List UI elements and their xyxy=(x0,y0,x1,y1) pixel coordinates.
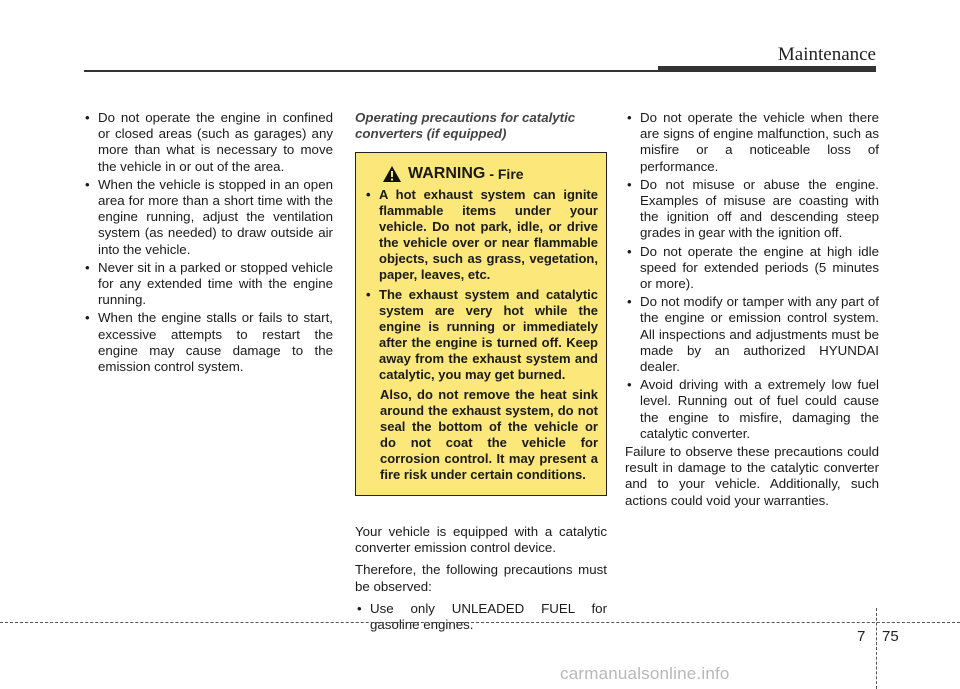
warning-extra-text: Also, do not remove the heat sink around the exhaust system, do not seal the bottom of the vehicle or do not coat the vehicle for corrosion control. It may present a fire risk under certain conditions. xyxy=(380,387,598,482)
warning-header xyxy=(382,165,598,183)
warning-label: WARNING xyxy=(408,164,486,182)
paragraph: Therefore, the following precautions must be observed: xyxy=(355,562,607,594)
middle-column xyxy=(355,110,607,635)
section-heading: Operating precautions for catalytic converters (if equipped) xyxy=(355,110,576,141)
chapter-number: 7 xyxy=(857,628,866,645)
paragraph: Your vehicle is equipped with a catalytic converter emission control device. xyxy=(355,524,607,556)
list-item: • A hot exhaust system can ignite flammable items under your vehicle. Do not park, idle, or drive the vehicle over or near flammable objects, such as grass, vegetation, paper, leaves, etc. xyxy=(364,187,598,283)
footer-rule xyxy=(0,622,960,623)
list-item: • When the vehicle is stopped in an open area for more than a short time with the engine running, adjust the ventilation system (as needed) to draw outside air into the vehicle. xyxy=(83,177,333,258)
left-column xyxy=(83,110,333,377)
list-item: • Use only UNLEADED FUEL for gasoline engines. xyxy=(355,601,607,633)
page-section-title: Maintenance xyxy=(777,44,876,65)
middle-bullet-list xyxy=(355,601,607,633)
right-bullet-list xyxy=(625,110,879,442)
left-bullet-list xyxy=(83,110,333,375)
list-item: • Do not operate the vehicle when there are signs of engine malfunction, such as misfire or a noticeable loss of performance. xyxy=(625,110,879,175)
list-item: • The exhaust system and catalytic system are very hot while the engine is running or immediately after the engine is turned off. Keep away from the exhaust system and catalytic, you may get burned. xyxy=(364,287,598,383)
header-rule xyxy=(84,70,658,72)
paragraph: Failure to observe these precautions could result in damage to the catalytic converter and to your vehicle. Additionally, such actions could void your warranties. xyxy=(625,444,879,508)
page-number: 75 xyxy=(882,628,899,645)
page-number-divider xyxy=(876,608,877,689)
list-item: • Do not operate the engine at high idle speed for extended periods (5 minutes or more). xyxy=(625,244,879,293)
header-rule-accent xyxy=(658,66,876,72)
list-item: • Avoid driving with a extremely low fuel level. Running out of fuel could cause the engine to misfire, damaging the catalytic converter. xyxy=(625,377,879,442)
list-item: • Never sit in a parked or stopped vehicle for any extended time with the engine running. xyxy=(83,260,333,309)
list-item: • When the engine stalls or fails to start, excessive attempts to restart the engine may cause damage to the emission control system. xyxy=(83,310,333,375)
warning-box xyxy=(355,152,607,496)
list-item: • Do not operate the engine in confined or closed areas (such as garages) any more than what is necessary to move the vehicle in or out of the area. xyxy=(83,110,333,175)
right-column xyxy=(625,110,879,515)
list-item: • Do not misuse or abuse the engine. Examples of misuse are coasting with the ignition off and descending steep grades in gear with the ignition off. xyxy=(625,177,879,242)
warning-triangle-icon xyxy=(382,165,402,183)
list-item: • Do not modify or tamper with any part of the engine or emission control system. All inspections and adjustments must be made by an authorized HYUNDAI dealer. xyxy=(625,294,879,375)
warning-bullet-list xyxy=(364,187,598,383)
warning-subject: - Fire xyxy=(489,165,524,182)
watermark: carmanualsonline.info xyxy=(560,664,730,683)
